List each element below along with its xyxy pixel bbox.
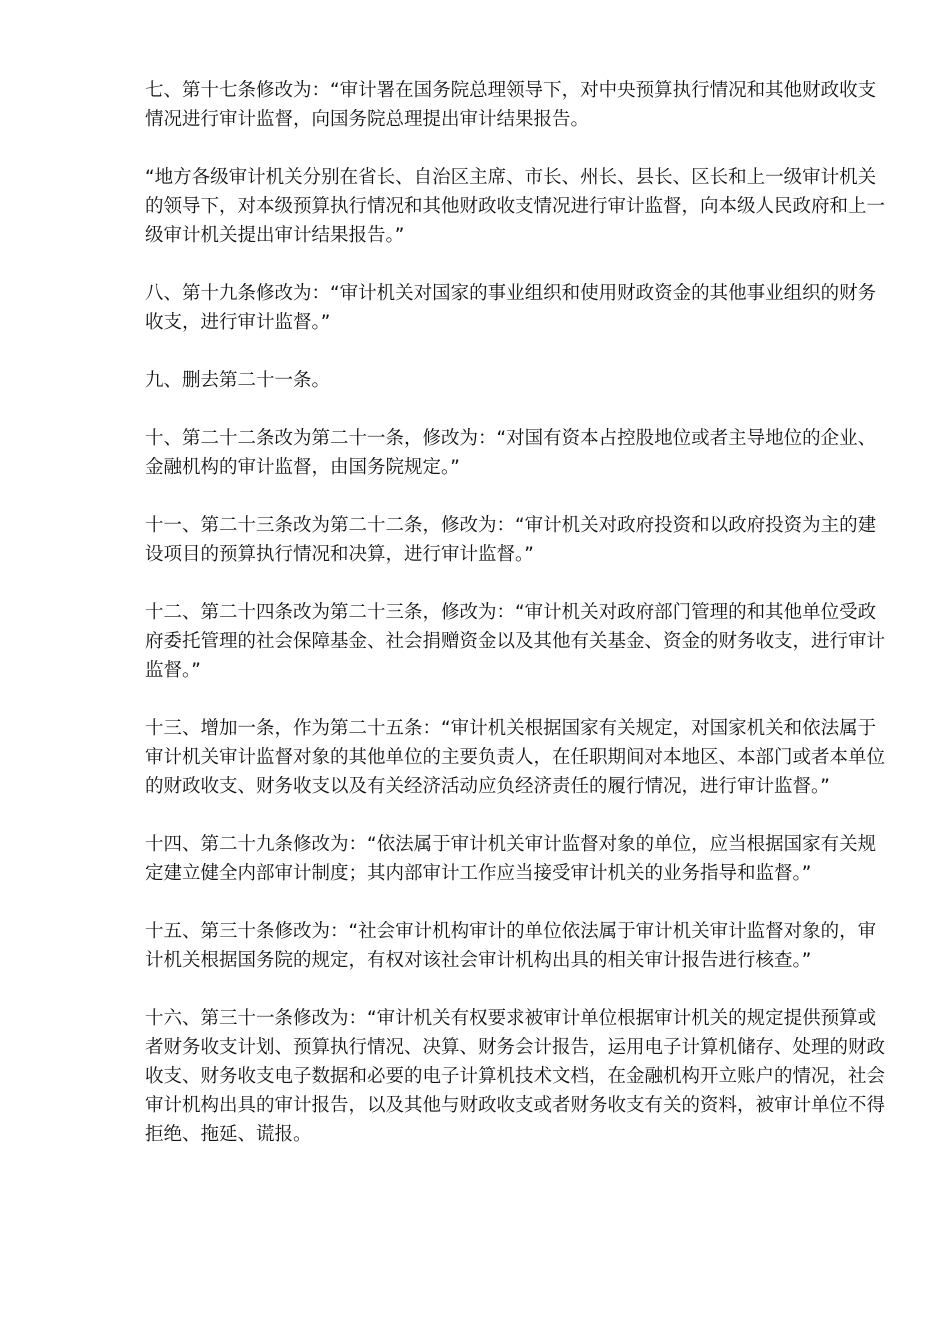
paragraph-article-23: 十一、第二十三条改为第二十二条，修改为：“审计机关对政府投资和以政府投资为主的建设项目的预算执行情况和决算，进行审计监督。”	[145, 515, 877, 565]
paragraph-article-22: 十、第二十二条改为第二十一条，修改为：“对国有资本占控股地位或者主导地位的企业、金融机构的审计监督，由国务院规定。”	[145, 428, 877, 478]
paragraph-new-article-25: 十三、增加一条，作为第二十五条：“审计机关根据国家有关规定，对国家机关和依法属于审计机关审计监督对象的其他单位的主要负责人，在任职期间对本地区、本部门或者本单位的财政收支、财务收支以及有关经济活动应负经济责任的履行情况，进行审计监督。”	[145, 718, 886, 797]
paragraph-article-31: 十六、第三十一条修改为：“审计机关有权要求被审计单位根据审计机关的规定提供预算或者财务收支计划、预算执行情况、决算、财务会计报告，运用电子计算机储存、处理的财政收支、财务收支电子数据和必要的电子计算机技术文档，在金融机构开立账户的情况，社会审计机构出具的审计报告，以及其他与财政收支或者财务收支有关的资料，被审计单位不得拒绝、拖延、谎报。	[145, 1008, 886, 1145]
paragraph-delete-article-21: 九、删去第二十一条。	[145, 370, 331, 391]
paragraph-article-29: 十四、第二十九条修改为：“依法属于审计机关审计监督对象的单位，应当根据国家有关规定建立健全内部审计制度；其内部审计工作应当接受审计机关的业务指导和监督。”	[145, 834, 877, 884]
paragraph-local-audit-organs: “地方各级审计机关分别在省长、自治区主席、市长、州长、县长、区长和上一级审计机关的领导下，对本级预算执行情况和其他财政收支情况进行审计监督，向本级人民政府和上一级审计机关提出审计结果报告。”	[145, 167, 886, 246]
paragraph-article-17: 七、第十七条修改为：“审计署在国务院总理领导下，对中央预算执行情况和其他财政收支情况进行审计监督，向国务院总理提出审计结果报告。	[145, 80, 877, 130]
document-body	[145, 76, 890, 1178]
paragraph-article-30: 十五、第三十条修改为：“社会审计机构审计的单位依法属于审计机关审计监督对象的，审计机关根据国务院的规定，有权对该社会审计机构出具的相关审计报告进行核查。”	[145, 921, 877, 971]
paragraph-article-19: 八、第十九条修改为：“审计机关对国家的事业组织和使用财政资金的其他事业组织的财务收支，进行审计监督。”	[145, 283, 877, 333]
paragraph-article-24: 十二、第二十四条改为第二十三条，修改为：“审计机关对政府部门管理的和其他单位受政府委托管理的社会保障基金、社会捐赠资金以及其他有关基金、资金的财务收支，进行审计监督。”	[145, 602, 886, 681]
